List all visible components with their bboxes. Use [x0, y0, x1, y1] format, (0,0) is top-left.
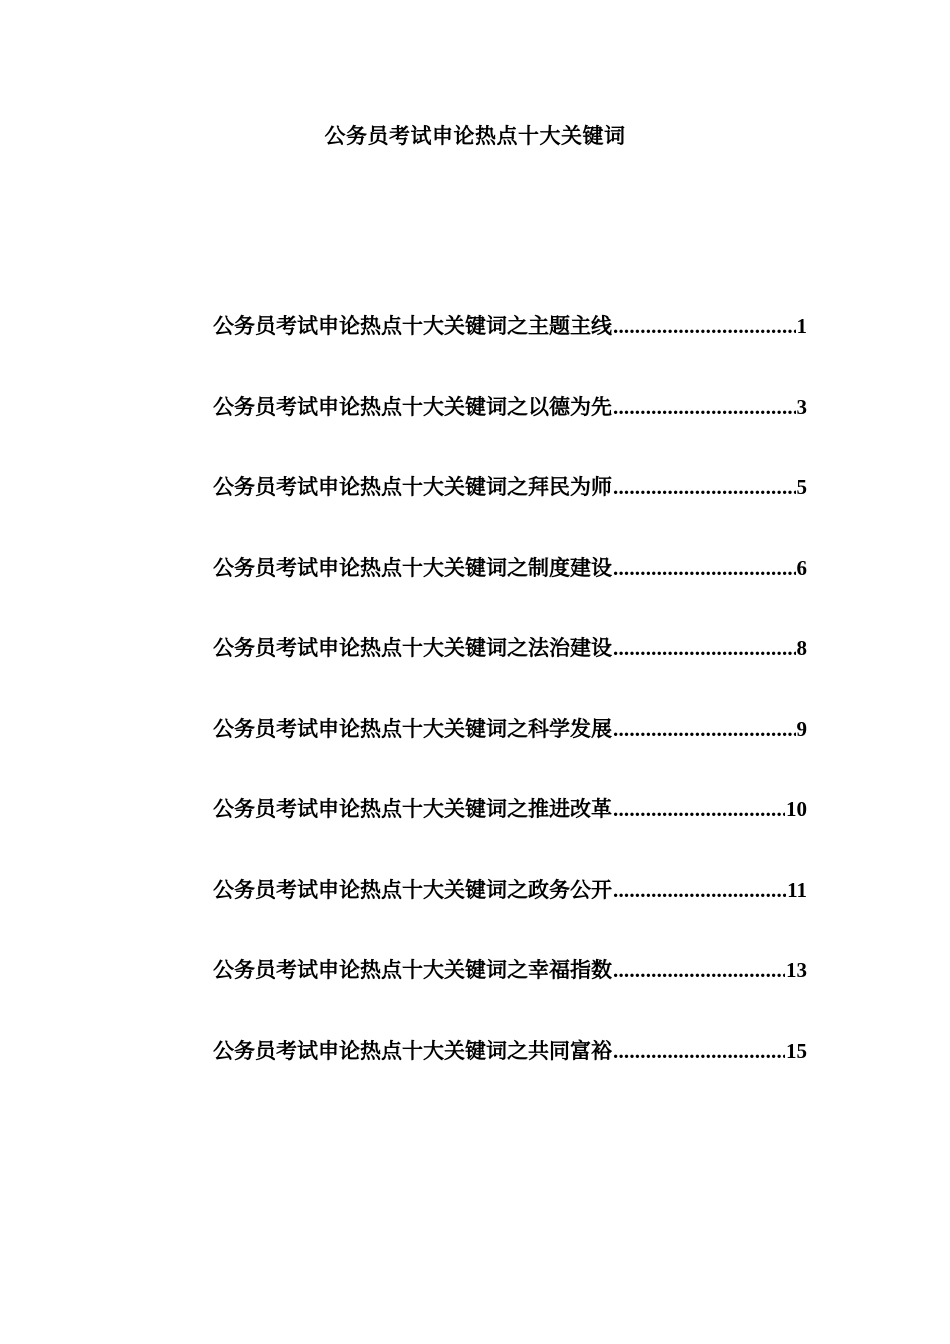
toc-dot-leader: [613, 393, 796, 421]
toc-dot-leader: [613, 956, 785, 984]
toc-page-number: 5: [796, 475, 807, 499]
toc-entry-label: 公务员考试申论热点十大关键词之科学发展: [213, 715, 612, 741]
toc-entry-label: 公务员考试申论热点十大关键词之推进改革: [213, 796, 612, 821]
toc-dot-leader: [613, 715, 796, 743]
table-of-contents: [213, 312, 807, 1117]
toc-entry[interactable]: [213, 876, 807, 957]
toc-entry-label: 公务员考试申论热点十大关键词之以德为先: [213, 393, 612, 419]
toc-page-number: 8: [796, 636, 807, 660]
toc-entry[interactable]: [213, 956, 807, 1037]
toc-dot-leader: [613, 312, 796, 340]
toc-dot-leader: [613, 795, 785, 823]
toc-entry[interactable]: [213, 715, 807, 796]
toc-entry[interactable]: [213, 634, 807, 715]
toc-dot-leader: [613, 876, 786, 904]
toc-entry-label: 公务员考试申论热点十大关键词之拜民为师: [213, 474, 612, 499]
toc-entry[interactable]: [213, 312, 807, 393]
toc-entry-label: 公务员考试申论热点十大关键词之共同富裕: [213, 1037, 612, 1063]
toc-dot-leader: [613, 1037, 785, 1065]
toc-entry-label: 公务员考试申论热点十大关键词之幸福指数: [213, 957, 612, 982]
toc-page-number: 15: [786, 1038, 807, 1063]
toc-dot-leader: [613, 554, 796, 582]
toc-entry-label: 公务员考试申论热点十大关键词之主题主线: [213, 313, 612, 338]
toc-page-number: 1: [796, 314, 807, 338]
toc-page-number: 13: [786, 958, 807, 982]
toc-page-number: 10: [786, 797, 807, 821]
toc-page-number: 3: [796, 394, 807, 419]
toc-page-number: 6: [796, 555, 807, 580]
toc-entry[interactable]: [213, 393, 807, 474]
toc-entry[interactable]: [213, 795, 807, 876]
toc-dot-leader: [613, 634, 796, 662]
toc-dot-leader: [613, 473, 796, 501]
toc-entry[interactable]: [213, 554, 807, 635]
toc-page-number: 11: [787, 877, 807, 902]
toc-entry[interactable]: [213, 473, 807, 554]
document-title: 公务员考试申论热点十大关键词: [324, 123, 626, 148]
toc-entry-label: 公务员考试申论热点十大关键词之政务公开: [213, 876, 612, 902]
toc-entry-label: 公务员考试申论热点十大关键词之制度建设: [213, 554, 612, 580]
toc-entry[interactable]: [213, 1037, 807, 1118]
toc-entry-label: 公务员考试申论热点十大关键词之法治建设: [213, 635, 612, 660]
toc-page-number: 9: [796, 716, 807, 741]
